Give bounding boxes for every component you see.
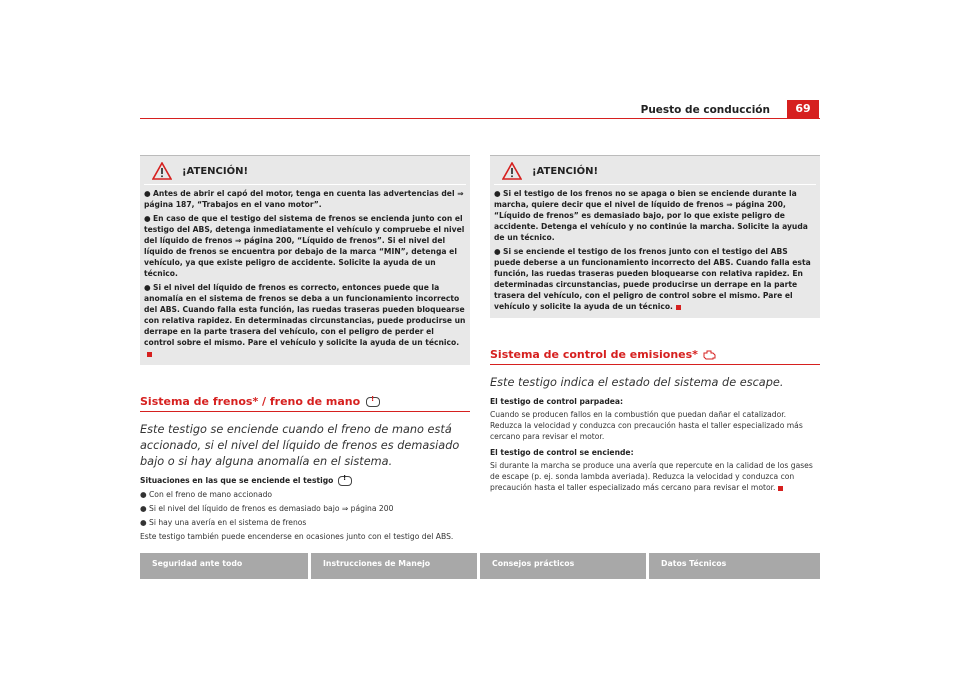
section-title-brakes: Sistema de frenos* / freno de mano ! (140, 395, 470, 412)
warning-title: ¡ATENCIÓN! (182, 165, 249, 177)
section-body: Cuando se producen fallos en la combustión que puedan dañar el catalizador. Reduzca la velocidad y conduzca con precaución hasta el taller especializado más cercano para revisar el motor. (490, 410, 803, 441)
footer-tab-safety[interactable]: Seguridad ante todo (140, 553, 308, 579)
list-item: ● Con el freno de mano accionado (140, 490, 273, 499)
brake-warning-lamp-icon (338, 476, 352, 486)
warning-item: ● Antes de abrir el capó del motor, tenga en cuenta las advertencias del ⇒ página 187, “Trabajos en el vano motor”. (144, 189, 464, 209)
page-number: 69 (787, 100, 819, 118)
warning-item: ● Si el testigo de los frenos no se apaga o bien se enciende durante la marcha, quiere decir que el nivel de líquido de frenos ⇒ página 200, “Líquido de frenos” es demasiado bajo, por lo que existe peligro de accidente. Detenga el vehículo y no continúe la marcha. Solicite la ayuda de un técnico. (494, 189, 808, 242)
section-subhead: El testigo de control parpadea: (490, 397, 624, 406)
list-item: ● Si hay una avería en el sistema de frenos (140, 518, 307, 527)
section-subhead: El testigo de control se enciende: (490, 448, 634, 457)
brake-warning-lamp-icon (366, 397, 380, 407)
header-rule (140, 118, 820, 119)
list-item: ● Si el nivel del líquido de frenos es demasiado bajo ⇒ página 200 (140, 504, 394, 513)
section-intro: Este testigo se enciende cuando el freno de mano está accionado, si el nivel del líquido de frenos es demasiado bajo o si hay alguna anomalía en el sistema. (140, 423, 460, 468)
header-title: Puesto de conducción (640, 104, 770, 116)
warning-item: ● Si se enciende el testigo de los frenos junto con el testigo del ABS puede deberse a un funcionamiento incorrecto del ABS. Cuando falla esta función, las ruedas traseras pueden bloquearse con relativa rapidez. En determinadas circunstancias, puede producirse un derrape en la parte trasera del vehículo, con el peligro de control sobre el mismo. Pare el vehículo y solicite la ayuda de un técnico. (494, 247, 811, 311)
warning-triangle-icon (152, 162, 172, 180)
warning-header (144, 160, 466, 185)
warning-title: ¡ATENCIÓN! (532, 165, 599, 177)
footer-tab-technical[interactable]: Datos Técnicos (649, 553, 820, 579)
engine-check-icon (702, 350, 716, 360)
end-marker (778, 486, 783, 491)
warning-box-left (140, 155, 470, 365)
section-subhead: Situaciones en las que se enciende el testigo ! (140, 476, 470, 486)
end-marker (147, 352, 152, 357)
section-intro: Este testigo indica el estado del sistema de escape. (490, 376, 784, 389)
warning-item: ● En caso de que el testigo del sistema de frenos se encienda junto con el testigo del ABS, detenga inmediatamente el vehículo y compruebe el nivel del líquido de frenos ⇒ página 200, “Líquido de frenos”. Si el nivel del líquido de frenos se encuentra por debajo de la marca “MIN”, detenga el vehículo, ya que existe peligro de accidente. Solicite la ayuda de un técnico. (144, 214, 465, 278)
section-title-emissions: Sistema de control de emisiones* (490, 348, 820, 365)
end-marker (676, 305, 681, 310)
left-column (140, 155, 470, 542)
warning-header (494, 160, 816, 185)
section-note: Este testigo también puede encenderse en ocasiones junto con el testigo del ABS. (140, 532, 454, 541)
section-body: Si durante la marcha se produce una avería que repercute en la calidad de los gases de escape (p. ej. sonda lambda averiada). Reduzca la velocidad y conduzca con precaución hasta el taller especializado más cercano para revisar el motor. (490, 461, 813, 492)
footer-tab-tips[interactable]: Consejos prácticos (480, 553, 646, 579)
warning-item: ● Si el nivel del líquido de frenos es correcto, entonces puede que la anomalía en el sistema de frenos se deba a un funcionamiento incorrecto del ABS. Cuando falla esta función, las ruedas traseras pueden bloquearse con relativa rapidez. En determinadas circunstancias, puede producirse un derrape en la parte trasera del vehículo, con el peligro de perder el control sobre el mismo. Pare el vehículo y solicite la ayuda de un técnico. (144, 282, 466, 359)
warning-triangle-icon (502, 162, 522, 180)
right-column (490, 155, 820, 493)
footer-tab-operating[interactable]: Instrucciones de Manejo (311, 553, 477, 579)
warning-box-right (490, 155, 820, 318)
